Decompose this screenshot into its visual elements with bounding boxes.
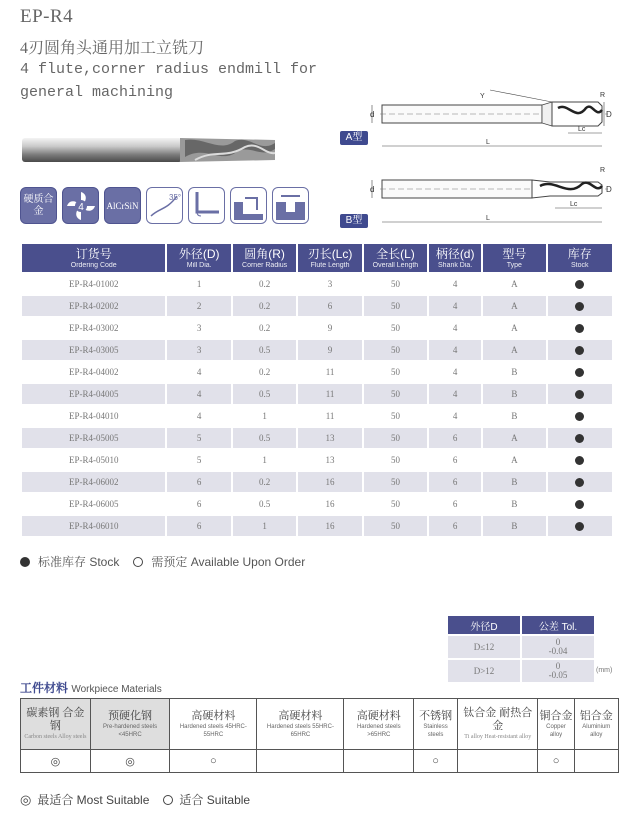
tol-range: D≤12	[448, 636, 520, 658]
svg-text:R: R	[600, 167, 606, 174]
unit-label: (mm)	[596, 667, 613, 674]
svg-text:D: D	[606, 185, 612, 194]
table-cell: EP-R4-03005	[22, 340, 165, 360]
table-cell: 4	[429, 406, 481, 426]
stock-dot-icon	[575, 412, 584, 421]
table-cell: 4	[429, 274, 481, 294]
type-a-label: A型	[340, 131, 368, 145]
suitability-cell: ◎	[90, 750, 170, 773]
stock-cell	[548, 428, 612, 448]
type-b-label: B型	[340, 214, 368, 228]
table-cell: 50	[364, 406, 427, 426]
table-cell: A	[483, 340, 545, 360]
table-cell: EP-R4-06005	[22, 494, 165, 514]
svg-text:d: d	[370, 110, 375, 119]
corner-milling-icon	[230, 187, 267, 224]
header-flute-length: 刃长(Lc) Flute Length	[298, 244, 361, 272]
suitability-cell	[257, 750, 344, 773]
material-header: 高硬材料 Hardened steels 45HRC-55HRC	[170, 699, 257, 750]
svg-text:D: D	[606, 110, 612, 119]
table-cell: 0.2	[233, 362, 296, 382]
table-row	[22, 516, 612, 536]
table-cell: EP-R4-03002	[22, 318, 165, 338]
stock-cell	[548, 340, 612, 360]
table-cell: EP-R4-05005	[22, 428, 165, 448]
table-row	[22, 318, 612, 338]
product-model: EP-R4	[20, 6, 74, 27]
suitable-label: 适合 Suitable	[179, 793, 251, 807]
table-cell: 11	[298, 362, 361, 382]
stock-cell	[548, 406, 612, 426]
table-cell: EP-R4-01002	[22, 274, 165, 294]
stock-cell	[548, 318, 612, 338]
helix-angle-icon	[146, 187, 183, 224]
table-row	[22, 494, 612, 514]
table-cell: 50	[364, 340, 427, 360]
table-row	[22, 362, 612, 382]
suitability-cell: ◎	[21, 750, 91, 773]
header-corner-radius: 圆角(R) Corner Radius	[233, 244, 296, 272]
table-cell: 6	[167, 472, 230, 492]
table-row	[22, 384, 612, 404]
material-header: 高硬材料 Hardened steels 55HRC-65HRC	[257, 699, 344, 750]
material-header: 预硬化钢 Pre-hardened steels <45HRC	[90, 699, 170, 750]
svg-text:Y: Y	[480, 93, 485, 100]
type-a-drawing	[340, 88, 615, 153]
stock-dot-icon	[20, 557, 30, 567]
table-row	[22, 406, 612, 426]
subtitle-chinese: 4刃圆角头通用加工立铣刀	[20, 40, 205, 57]
table-cell: B	[483, 472, 545, 492]
suitable-icon	[163, 795, 173, 805]
subtitle-english: 4 flute,corner radius endmill for general machining	[20, 61, 318, 101]
stock-dot-icon	[575, 434, 584, 443]
slot-milling-icon	[272, 187, 309, 224]
table-cell: 0.5	[233, 384, 296, 404]
table-cell: 50	[364, 516, 427, 536]
header-mill-dia: 外径(D) Mill Dia.	[167, 244, 230, 272]
header-shank-dia: 柄径(d) Shank Dia.	[429, 244, 481, 272]
stock-legend	[20, 553, 305, 570]
order-ring-icon	[133, 557, 143, 567]
table-cell: A	[483, 428, 545, 448]
table-row	[22, 450, 612, 470]
table-cell: 50	[364, 494, 427, 514]
header-type: 型号 Type	[483, 244, 545, 272]
material-header: 不锈钢 Stainless steels	[414, 699, 458, 750]
table-cell: 6	[298, 296, 361, 316]
table-cell: 13	[298, 428, 361, 448]
table-cell: 4	[167, 406, 230, 426]
table-cell: A	[483, 318, 545, 338]
table-cell: EP-R4-02002	[22, 296, 165, 316]
table-cell: 50	[364, 428, 427, 448]
order-legend-label: 需预定 Available Upon Order	[151, 555, 306, 569]
table-cell: 50	[364, 296, 427, 316]
table-cell: 6	[167, 516, 230, 536]
svg-text:R: R	[600, 92, 606, 99]
workpiece-table	[20, 698, 619, 773]
table-cell: 3	[167, 340, 230, 360]
stock-dot-icon	[575, 324, 584, 333]
endmill-photo	[20, 135, 278, 165]
table-cell: A	[483, 274, 545, 294]
svg-text:35°: 35°	[169, 193, 182, 202]
stock-dot-icon	[575, 456, 584, 465]
table-cell: B	[483, 384, 545, 404]
stock-cell	[548, 384, 612, 404]
material-header: 钛合金 耐热合金 Ti alloy Heat-resistant alloy	[458, 699, 538, 750]
table-cell: 3	[298, 274, 361, 294]
table-cell: 50	[364, 450, 427, 470]
most-suitable-icon: ◎	[20, 791, 32, 807]
table-cell: 4	[167, 384, 230, 404]
table-cell: 16	[298, 472, 361, 492]
stock-dot-icon	[575, 478, 584, 487]
table-cell: 5	[167, 450, 230, 470]
table-cell: 1	[233, 516, 296, 536]
svg-text:d: d	[370, 185, 375, 194]
table-cell: 9	[298, 340, 361, 360]
table-cell: EP-R4-04005	[22, 384, 165, 404]
table-cell: 6	[429, 450, 481, 470]
table-cell: B	[483, 406, 545, 426]
table-cell: EP-R4-06002	[22, 472, 165, 492]
feature-icons	[20, 187, 309, 224]
side-milling-icon	[188, 187, 225, 224]
stock-cell	[548, 472, 612, 492]
table-cell: 0.2	[233, 274, 296, 294]
stock-dot-icon	[575, 390, 584, 399]
table-cell: EP-R4-04002	[22, 362, 165, 382]
carbide-icon: 硬质合金	[20, 187, 57, 224]
table-cell: 50	[364, 318, 427, 338]
table-cell: 1	[233, 450, 296, 470]
table-cell: 0.5	[233, 428, 296, 448]
table-cell: 0.5	[233, 494, 296, 514]
stock-cell	[548, 296, 612, 316]
type-b-drawing	[340, 160, 615, 230]
table-header-row	[22, 244, 612, 272]
tol-range: D>12	[448, 660, 520, 682]
suitability-cell	[458, 750, 538, 773]
table-row	[22, 472, 612, 492]
material-header: 铜合金 Copper alloy	[538, 699, 574, 750]
suitability-cell: ○	[414, 750, 458, 773]
header-overall-length: 全长(L) Overall Length	[364, 244, 427, 272]
table-cell: 6	[167, 494, 230, 514]
suitability-cell: ○	[538, 750, 574, 773]
table-cell: 50	[364, 384, 427, 404]
table-cell: 50	[364, 274, 427, 294]
table-cell: 9	[298, 318, 361, 338]
table-cell: EP-R4-04010	[22, 406, 165, 426]
tol-row	[448, 636, 594, 658]
table-cell: 11	[298, 406, 361, 426]
tol-value: 0 -0.04	[522, 636, 594, 658]
table-cell: 2	[167, 296, 230, 316]
table-cell: 50	[364, 362, 427, 382]
table-cell: A	[483, 450, 545, 470]
table-cell: 4	[429, 340, 481, 360]
table-cell: EP-R4-05010	[22, 450, 165, 470]
four-flute-icon	[62, 187, 99, 224]
table-cell: 4	[429, 296, 481, 316]
material-header: 铝合金 Aluminium alloy	[574, 699, 618, 750]
workpiece-title: 工件材料 Workpiece Materials	[20, 681, 162, 695]
tol-value: 0 -0.05	[522, 660, 594, 682]
table-cell: 6	[429, 516, 481, 536]
stock-cell	[548, 450, 612, 470]
table-cell: 4	[429, 362, 481, 382]
stock-cell	[548, 494, 612, 514]
table-cell: 6	[429, 494, 481, 514]
table-cell: 0.2	[233, 472, 296, 492]
table-cell: 6	[429, 428, 481, 448]
stock-cell	[548, 362, 612, 382]
stock-dot-icon	[575, 302, 584, 311]
table-row	[22, 296, 612, 316]
tolerance-table	[446, 614, 596, 684]
table-cell: 5	[167, 428, 230, 448]
table-cell: 16	[298, 494, 361, 514]
table-cell: 16	[298, 516, 361, 536]
table-cell: 3	[167, 318, 230, 338]
table-cell: 1	[233, 406, 296, 426]
table-cell: 11	[298, 384, 361, 404]
stock-dot-icon	[575, 522, 584, 531]
table-cell: 4	[429, 384, 481, 404]
stock-dot-icon	[575, 280, 584, 289]
suitability-cell	[574, 750, 618, 773]
svg-text:4: 4	[77, 201, 84, 213]
tol-row	[448, 660, 594, 682]
table-cell: 0.2	[233, 318, 296, 338]
table-cell: EP-R4-06010	[22, 516, 165, 536]
svg-text:L: L	[486, 215, 490, 222]
header-ordering-code: 订货号 Ordering Code	[22, 244, 165, 272]
table-cell: 0.2	[233, 296, 296, 316]
table-cell: A	[483, 296, 545, 316]
table-cell: 6	[429, 472, 481, 492]
stock-dot-icon	[575, 500, 584, 509]
table-cell: B	[483, 362, 545, 382]
tol-header-dia: 外径D	[448, 616, 520, 634]
svg-text:Lc: Lc	[578, 126, 586, 133]
table-cell: 50	[364, 472, 427, 492]
material-header: 碳素钢 合金钢 Carbon steels Alloy steels	[21, 699, 91, 750]
coating-icon: AlCrSiN	[104, 187, 141, 224]
table-cell: 4	[167, 362, 230, 382]
table-cell: B	[483, 494, 545, 514]
stock-legend-label: 标准库存 Stock	[38, 555, 120, 569]
stock-cell	[548, 516, 612, 536]
suitability-cell	[344, 750, 414, 773]
most-suitable-label: 最适合 Most Suitable	[37, 793, 150, 807]
suitability-legend	[20, 791, 250, 808]
suitability-cell: ○	[170, 750, 257, 773]
table-cell: 13	[298, 450, 361, 470]
svg-text:Lc: Lc	[570, 201, 578, 208]
tol-header-tol: 公差 Tol.	[522, 616, 594, 634]
product-table	[20, 242, 614, 538]
table-row	[22, 340, 612, 360]
stock-cell	[548, 274, 612, 294]
stock-dot-icon	[575, 346, 584, 355]
stock-dot-icon	[575, 368, 584, 377]
table-cell: 4	[429, 318, 481, 338]
header-stock: 库存 Stock	[548, 244, 612, 272]
svg-text:L: L	[486, 139, 490, 146]
table-cell: 0.5	[233, 340, 296, 360]
table-cell: B	[483, 516, 545, 536]
material-header: 高硬材料 Hardened steels >65HRC	[344, 699, 414, 750]
table-row	[22, 274, 612, 294]
table-row	[22, 428, 612, 448]
table-cell: 1	[167, 274, 230, 294]
